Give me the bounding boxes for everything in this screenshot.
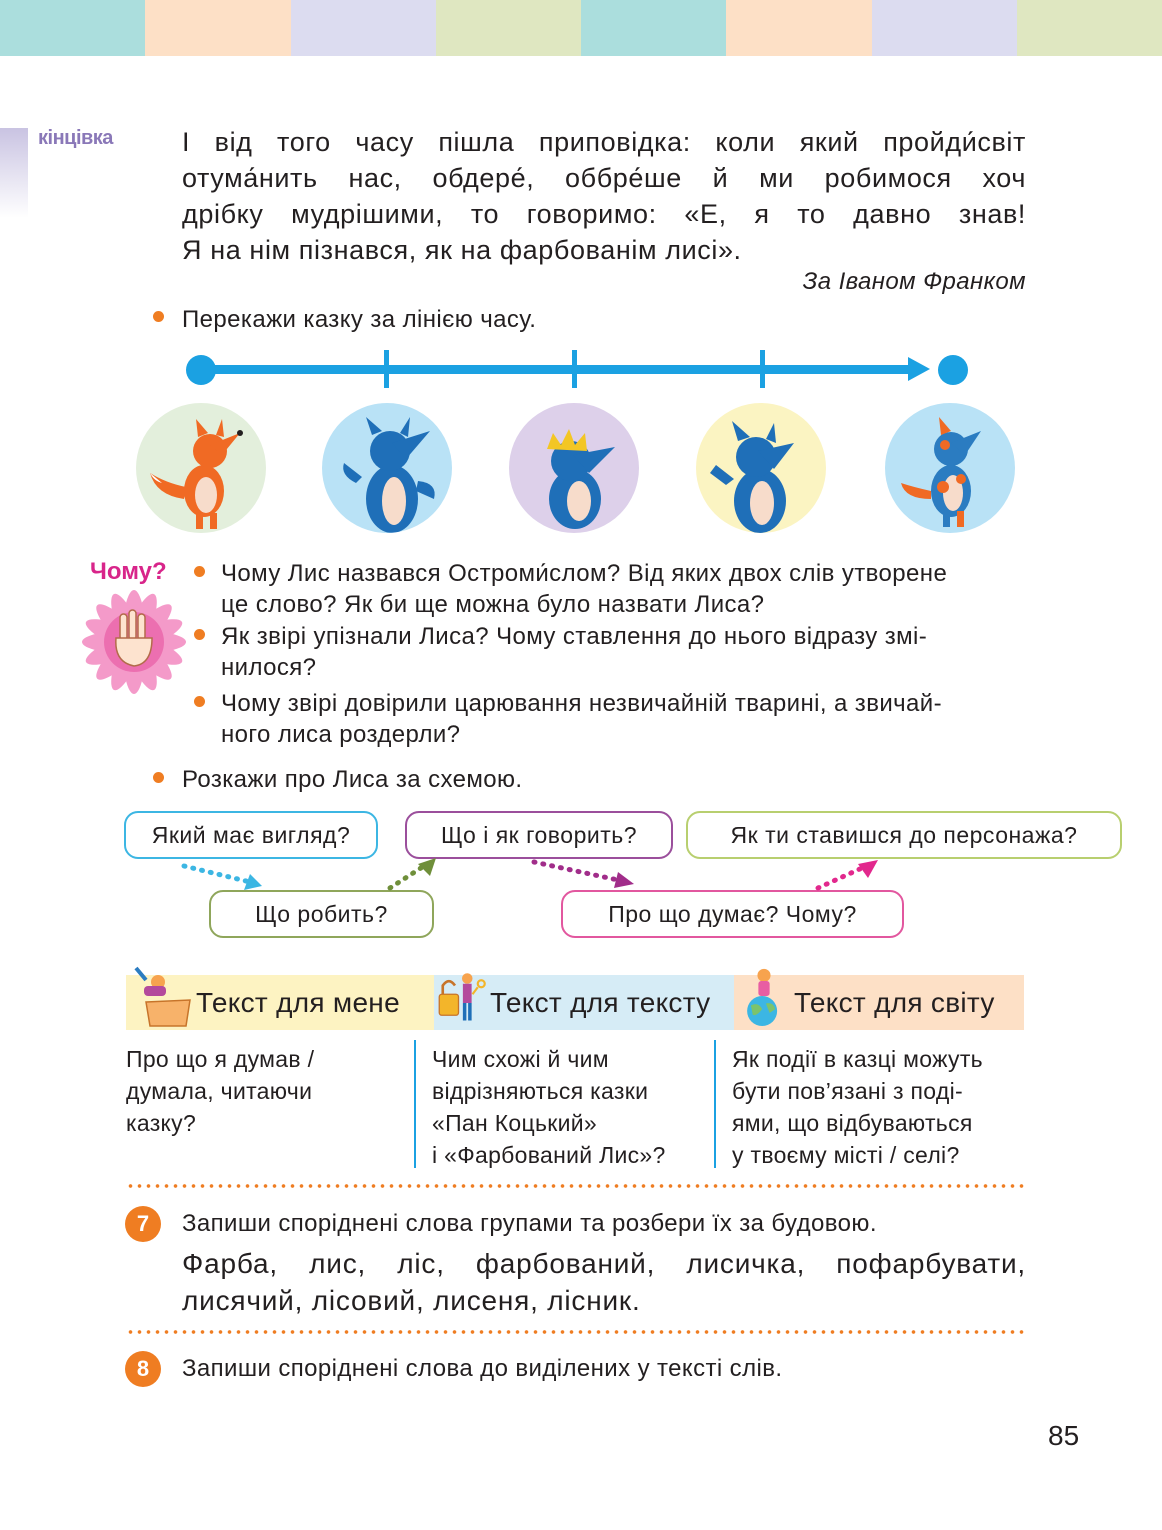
column-text-for-me <box>126 1043 314 1139</box>
timeline-end-dot <box>938 355 968 385</box>
bubble-attitude: Як ти ставишся до персонажа? <box>686 811 1122 859</box>
column-divider <box>714 1040 716 1168</box>
bullet-dot <box>194 629 205 640</box>
bubble-thoughts: Про що думає? Чому? <box>561 890 904 938</box>
timeline-tick <box>760 350 765 388</box>
column-divider <box>414 1040 416 1168</box>
dotted-divider <box>126 1330 1026 1334</box>
paragraph-line: Я на нім пізнався, як на фарбованім лисі». <box>182 235 742 265</box>
cell-line: казку? <box>126 1110 197 1136</box>
scheme-instruction: Розкажи про Лиса за схемою. <box>182 766 523 793</box>
cell-line: відрізняються казки <box>432 1078 649 1104</box>
story-paragraph <box>182 124 1026 268</box>
question-line: ного лиса роздерли? <box>221 721 461 748</box>
fox-picture-crowned <box>509 403 639 533</box>
cell-line: бути пов’язані з поді- <box>732 1078 963 1104</box>
timeline-tick <box>572 350 577 388</box>
cell-line: Як події в казці можуть <box>732 1046 983 1072</box>
cell-line: Чим схожі й чим <box>432 1046 609 1072</box>
timeline-instruction: Перекажи казку за лінією часу. <box>182 306 537 333</box>
bullet-dot <box>153 311 164 322</box>
header-label: Текст для світу <box>794 986 995 1018</box>
cell-line: ями, що відбуваються <box>732 1110 973 1136</box>
girl-book-icon <box>132 964 196 1028</box>
page-number: 85 <box>1048 1420 1080 1451</box>
column-text-for-text <box>432 1043 666 1171</box>
cell-line: «Пан Коцький» <box>432 1110 598 1136</box>
timeline-tick <box>384 350 389 388</box>
fox-picture-spotted <box>885 403 1015 533</box>
flower-hand-three-icon <box>78 586 190 698</box>
header-text-for-world <box>734 975 1024 1030</box>
header-text-for-me <box>126 975 434 1030</box>
bubble-speech: Що і як говорить? <box>405 811 673 859</box>
section-label: кінцівка <box>38 127 113 149</box>
header-label: Текст для мене <box>196 986 400 1018</box>
task8-instruction: Запиши споріднені слова до виділених у тексті слів. <box>182 1355 783 1382</box>
cell-line: Про що я думав / <box>126 1046 315 1072</box>
girl-globe-icon <box>734 964 794 1028</box>
cell-line: думала, читаючи <box>126 1078 313 1104</box>
paragraph-line: отума́нить нас, обдере́, оббре́ше й ми робимося хоч <box>182 163 1026 193</box>
question-line: це слово? Як би ще можна було назвати Лиса? <box>221 591 765 618</box>
fox-picture-blue-1 <box>322 403 452 533</box>
top-color-strip <box>0 0 1162 56</box>
dotted-arrow-purple <box>530 858 640 892</box>
cell-line: і «Фарбований Лис»? <box>432 1142 666 1168</box>
timeline <box>186 350 976 390</box>
dotted-divider <box>126 1184 1026 1188</box>
cell-line: у твоєму місті / селі? <box>732 1142 960 1168</box>
task7-instruction: Запиши споріднені слова групами та розбери їх за будовою. <box>182 1210 877 1237</box>
task7-words <box>182 1245 1026 1319</box>
timeline-start-dot <box>186 355 216 385</box>
task-number-badge: 8 <box>125 1351 161 1387</box>
author-credit: За Іваном Франком <box>802 268 1026 295</box>
bubble-actions: Що робить? <box>209 890 434 938</box>
fox-picture-orange <box>136 403 266 533</box>
words-line: Фарба, лис, ліс, фарбований, лисичка, пофарбувати, <box>182 1248 1026 1279</box>
question-line: Чому Лис назвався Остроми́слом? Від яких двох слів утворене <box>221 560 948 587</box>
padlock-key-icon <box>434 964 490 1028</box>
timeline-line <box>200 365 912 374</box>
bullet-dot <box>153 772 164 783</box>
why-question-3 <box>221 688 1027 750</box>
paragraph-line: І від того часу пішла приповідка: коли який пройди́світ <box>182 127 1026 157</box>
dotted-arrow-blue <box>180 860 270 892</box>
dotted-arrow-green <box>384 856 440 892</box>
why-label: Чому? <box>90 558 167 585</box>
question-line: Чому звірі довірили царювання незвичайній тварині, а звичай- <box>221 690 942 717</box>
bubble-appearance: Який має вигляд? <box>124 811 378 859</box>
column-text-for-world <box>732 1043 983 1171</box>
words-line: лисячий, лісовий, лисеня, лісник. <box>182 1285 641 1316</box>
dotted-arrow-pink <box>812 856 882 892</box>
bullet-dot <box>194 566 205 577</box>
task-number-badge: 7 <box>125 1206 161 1242</box>
bullet-dot <box>194 696 205 707</box>
side-tab-marker <box>0 128 28 218</box>
why-question-2 <box>221 621 1027 683</box>
header-label: Текст для тексту <box>490 986 711 1018</box>
header-text-for-text <box>434 975 734 1030</box>
question-line: нилося? <box>221 654 317 681</box>
why-question-1 <box>221 558 1027 620</box>
fox-picture-blue-2 <box>696 403 826 533</box>
question-line: Як звірі упізнали Лиса? Чому ставлення до нього відразу змі- <box>221 623 928 650</box>
paragraph-line: дрібку мудрішими, то говоримо: «Е, я то давно знав! <box>182 199 1026 229</box>
timeline-arrowhead <box>908 357 930 381</box>
